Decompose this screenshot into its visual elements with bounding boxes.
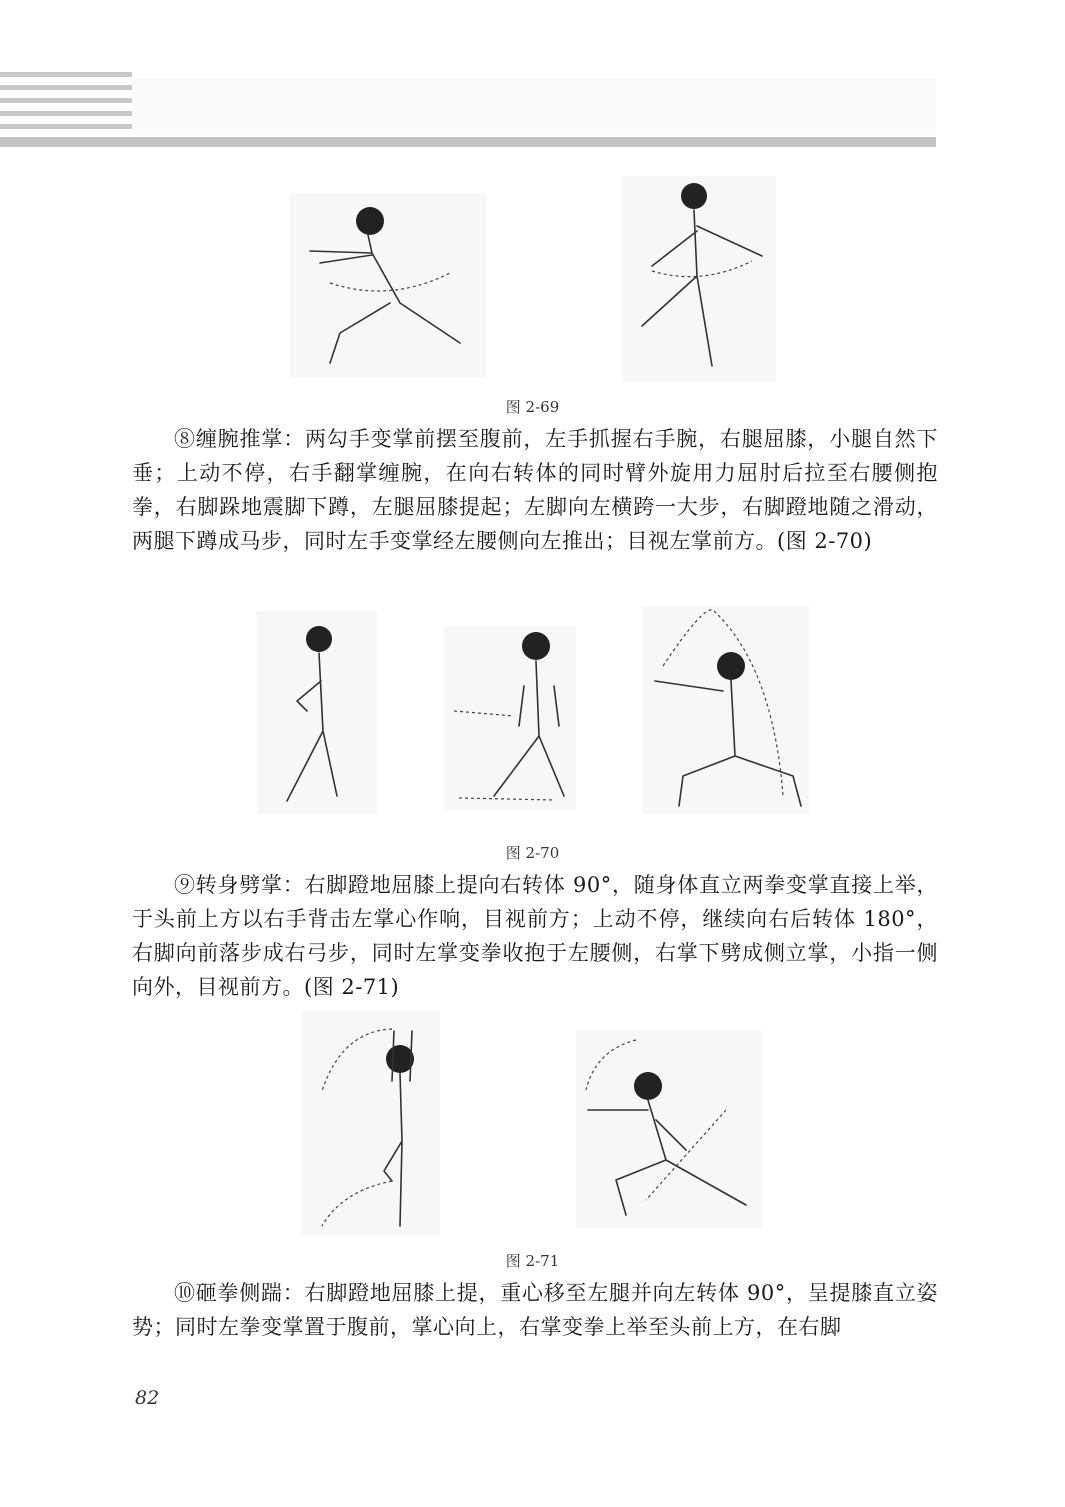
- header-band: [132, 78, 936, 135]
- paragraph-text: ⑧缠腕推掌：两勾手变掌前摆至腹前，左手抓握右手腕，右腿屈膝，小腿自然下垂；上动不停，右手翻掌缠腕，在向右转体的同时臂外旋用力屈肘后拉至右腰侧抱拳，右脚跺地震脚下蹲，左腿屈膝提起；左脚向左横跨一大步，右脚蹬地随之滑动，两腿下蹲成马步，同时左手变掌经左腰侧向左推出；目视左掌前方。(图 2-70): [132, 427, 938, 553]
- martial-arts-figure-illustration: [302, 1011, 440, 1235]
- figure-2-69-a: [290, 193, 486, 377]
- figure-2-71-b: [576, 1030, 762, 1228]
- figure-2-71-a: [302, 1011, 440, 1235]
- paragraph-text: ⑩砸拳侧踹：右脚蹬地屈膝上提，重心移至左腿并向左转体 90°，呈提膝直立姿势；同时左拳变掌置于腹前，掌心向上，右掌变拳上举至头前上方，在右脚: [132, 1281, 938, 1339]
- header-bar: [0, 137, 936, 147]
- figure-2-70-b: [444, 626, 576, 810]
- figure-2-69-b: [622, 176, 776, 382]
- figure-2-70-a: [257, 611, 377, 814]
- martial-arts-figure-illustration: [290, 193, 486, 377]
- martial-arts-figure-illustration: [643, 606, 809, 814]
- figure-caption: 图 2-69: [505, 398, 560, 416]
- martial-arts-figure-illustration: [622, 176, 776, 382]
- martial-arts-figure-illustration: [576, 1030, 762, 1228]
- paragraph-text: ⑨转身劈掌：右脚蹬地屈膝上提向右转体 90°，随身体直立两拳变掌直接上举，于头前上方以右手背击左掌心作响，目视前方；上动不停，继续向右后转体 180°，右脚向前落步成右弓步，同时左掌变拳收抱于左腰侧，右掌下劈成侧立掌，小指一侧向外，目视前方。(图 2-71): [132, 873, 938, 999]
- martial-arts-figure-illustration: [257, 611, 377, 814]
- page-number: 82: [135, 1387, 160, 1409]
- figure-2-70-c: [643, 606, 809, 814]
- header-stripes: [0, 72, 132, 137]
- body-paragraph: [132, 1276, 938, 1344]
- martial-arts-figure-illustration: [444, 626, 576, 810]
- figure-caption: 图 2-70: [505, 844, 560, 862]
- figure-caption: 图 2-71: [505, 1252, 560, 1270]
- body-paragraph: [132, 868, 938, 1004]
- body-paragraph: [132, 422, 938, 558]
